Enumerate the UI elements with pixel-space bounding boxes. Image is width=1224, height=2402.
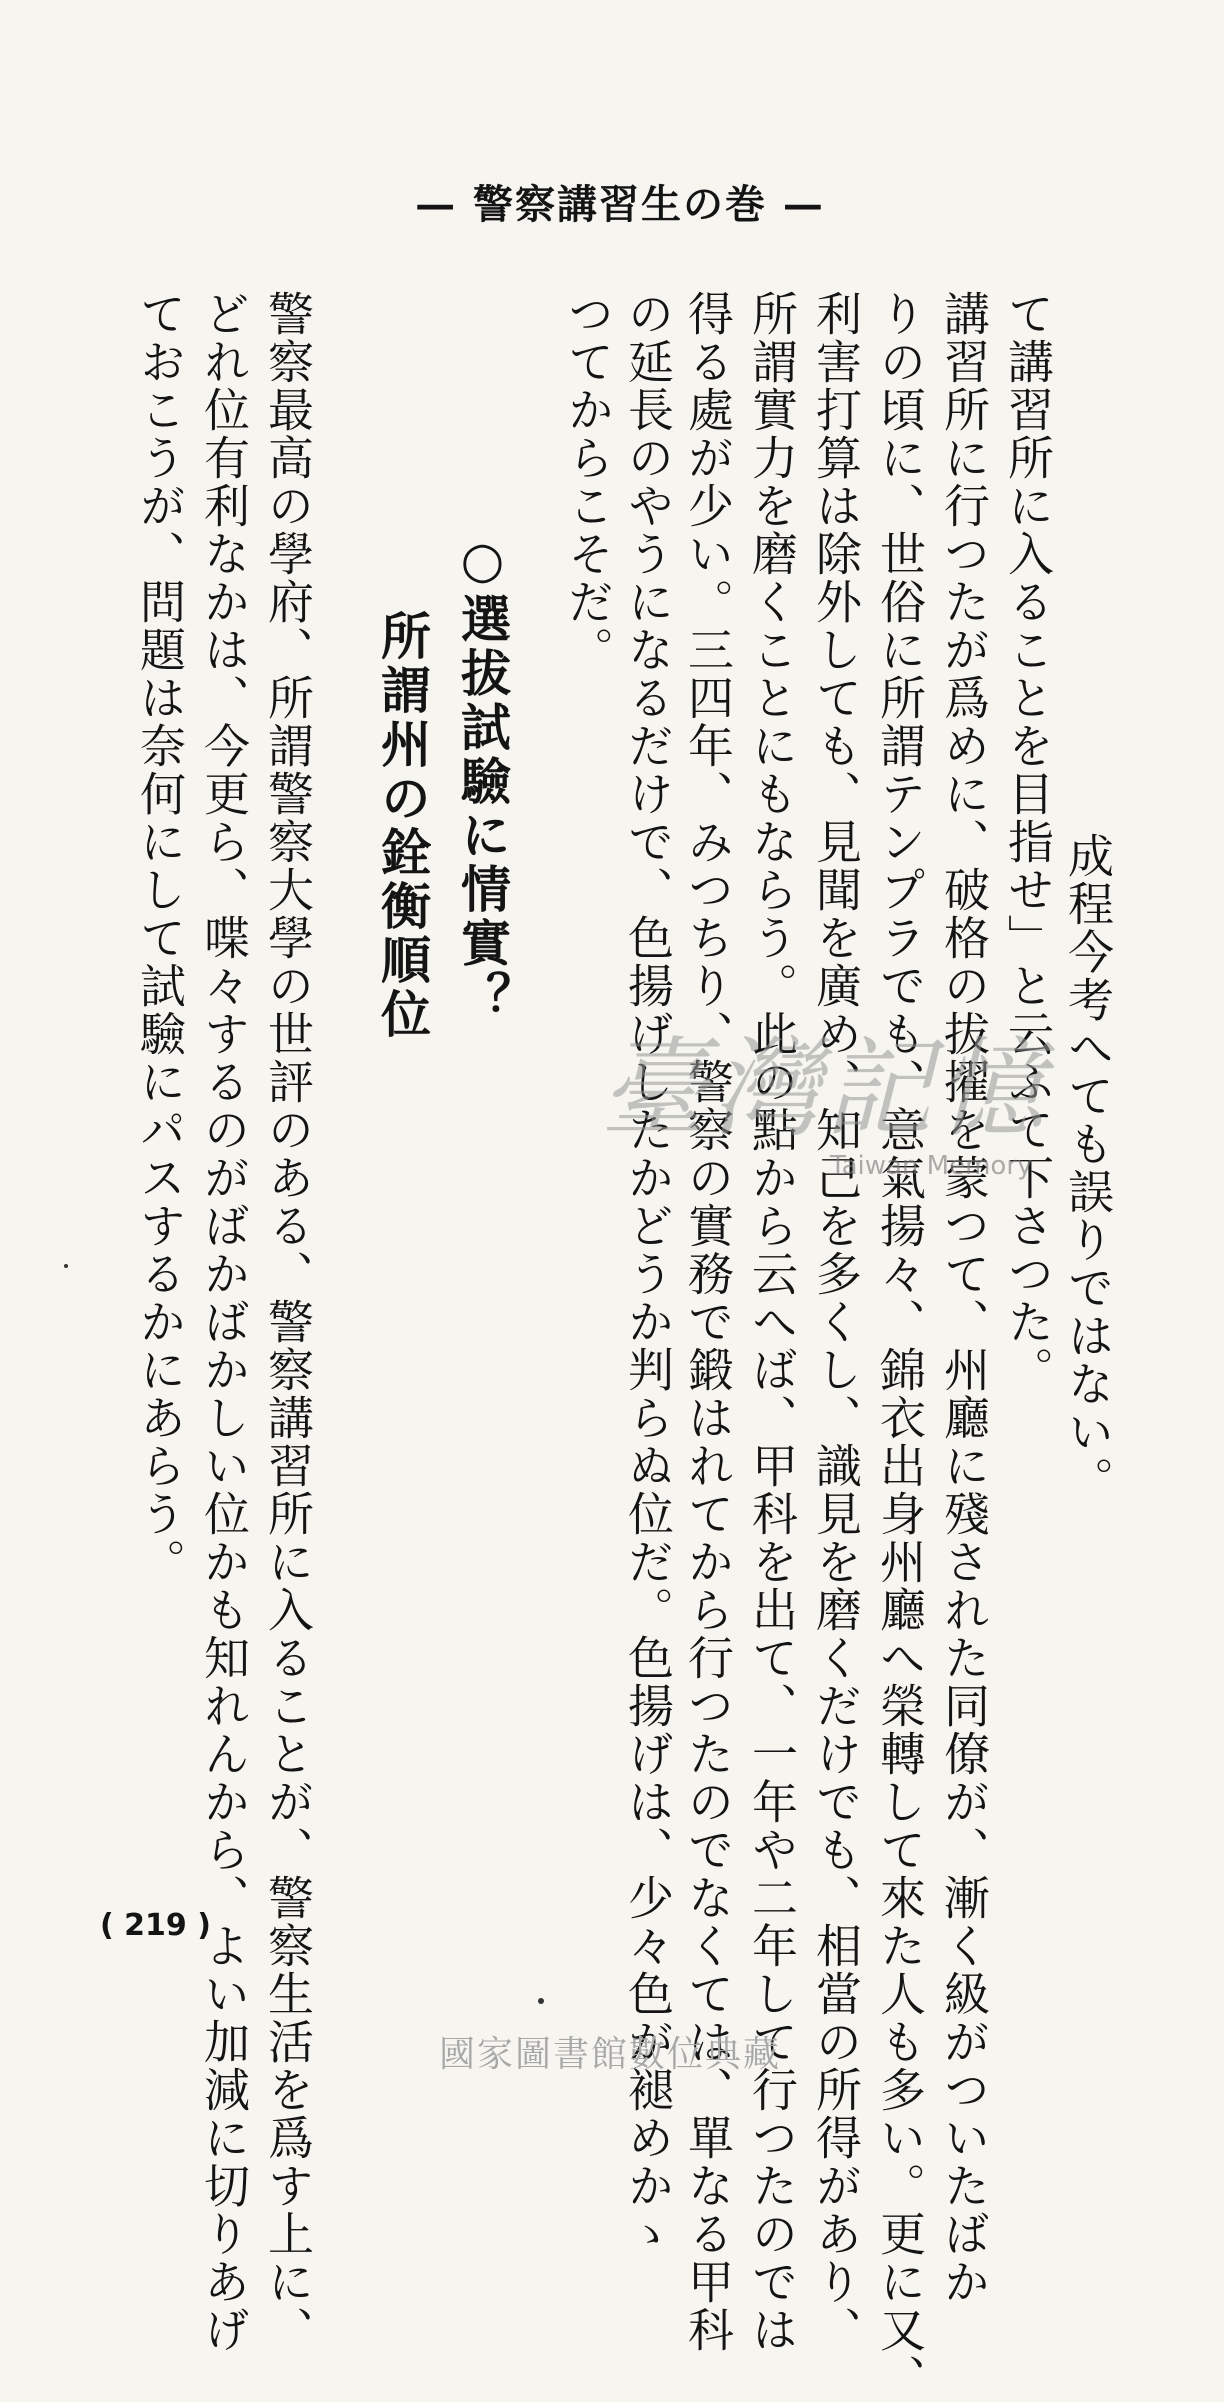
body-column-6: 所謂實力を磨くことにもならう。此の點から云へば、甲科を出て、一年や二年して行つたのでは (745, 290, 799, 2354)
body-column-5: 利害打算は除外しても、見聞を廣め、知己を多くし、識見を磨くだけでも、相當の所得があり、 (809, 290, 863, 2354)
body-column-9: つてからこそだ。 (561, 290, 615, 674)
taiwan-memory-watermark (600, 1027, 1080, 1190)
body-column-2: て講習所に入ることを目指せ」と云ふて下さつた。 (1001, 290, 1055, 1394)
watermark-subtitle: Taiwan Memory (830, 1151, 1033, 1181)
body-column-8: の延長のやうになるだけで、色揚げしたかどうか判らぬ位だ。色揚げは、少々色が褪めかゝ (621, 290, 675, 2258)
body-column-3: 講習所に行つたが爲めに、破格の拔擢を蒙つて、州廳に殘された同僚が、漸く級がついたばか (937, 290, 991, 2306)
section-subheading: 所謂州の銓衡順位 (373, 610, 432, 1042)
print-speck (538, 1998, 544, 2004)
print-speck (64, 1264, 68, 1268)
section-column-3: ておこうが、問題は奈何にして試驗にパスするかにあらう。 (133, 290, 187, 1586)
body-column-1: 成程今考へても誤りではない。 (1061, 832, 1115, 1504)
library-footer: 國家圖書館數位典藏 (438, 2034, 781, 2075)
page-number: ( 219 ) (100, 1908, 211, 1943)
section-column-2: どれ位有利なかは、今更ら、喋々するのがばかばかしい位かも知れんから、よい加減に切りあげ (197, 290, 251, 2354)
running-header: — 警察講習生の巻 — (415, 181, 825, 228)
section-heading: ○選拔試驗に情實？ (453, 530, 512, 1025)
watermark-logo-text: 臺灣記憶 (600, 1027, 1049, 1152)
body-column-7: 得る處が少い。三四年、みつちり、警察の實務で鍛はれてから行つたのでなくては、單なる甲科 (681, 290, 735, 2354)
section-column-1: 警察最高の學府、所謂警察大學の世評のある、警察講習所に入ることが、警察生活を爲す上に、 (261, 290, 315, 2354)
body-column-4: りの頃に、世俗に所謂テンプラでも、意氣揚々、錦衣出身州廳へ榮轉して來た人も多い。更に又、 (873, 290, 927, 2402)
